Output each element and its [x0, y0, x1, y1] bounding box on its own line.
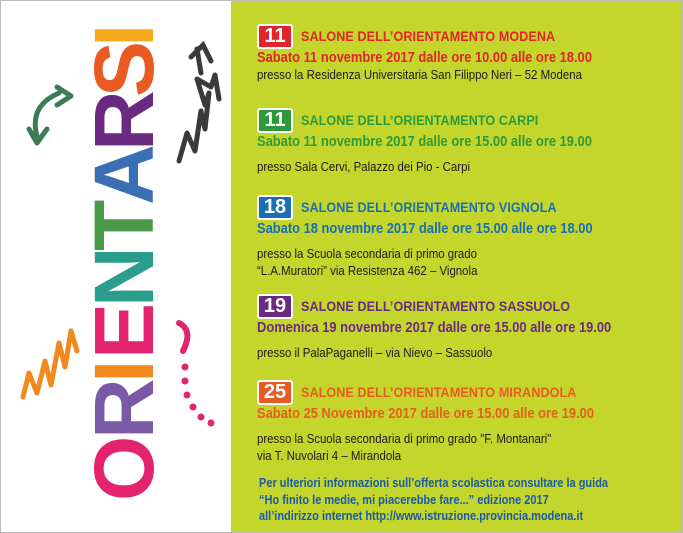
event-location: via T. Nuvolari 4 – Mirandola: [257, 448, 402, 463]
date-badge: 11: [257, 24, 293, 49]
letter-i2: I: [77, 23, 171, 47]
event-title: SALONE DELL’ORIENTAMENTO MIRANDOLA: [301, 384, 577, 400]
info-link-line[interactable]: all’indirizzo internet http://www.istruzione.provincia.modena.it: [259, 509, 584, 523]
info-line: “Ho finito le medie, mi piacerebbe fare...” edizione 2017: [259, 492, 549, 507]
info-block: [259, 475, 608, 525]
event-datetime: Sabato 11 novembre 2017 dalle ore 15.00 alle ore 19.00: [257, 133, 592, 150]
event-datetime: Domenica 19 novembre 2017 dalle ore 15.00 alle ore 19.00: [257, 319, 612, 336]
pink-dot: [190, 404, 197, 411]
event-datetime: Sabato 11 novembre 2017 dalle ore 10.00 alle ore 18.00: [257, 49, 592, 66]
orientarsi-art: [1, 1, 231, 532]
event-location: presso il PalaPaganelli – via Nievo – Sassuolo: [257, 345, 493, 360]
event-mirandola: [257, 379, 649, 464]
letter-t: T: [77, 199, 171, 251]
event-title: SALONE DELL’ORIENTAMENTO VIGNOLA: [301, 199, 557, 215]
event-datetime: Sabato 18 novembre 2017 dalle ore 15.00 alle ore 18.00: [257, 220, 593, 237]
letter-r2: R: [77, 90, 171, 151]
letter-i: I: [77, 359, 171, 383]
pink-dot: [182, 364, 189, 371]
pink-dot: [198, 414, 205, 421]
event-title: SALONE DELL’ORIENTAMENTO MODENA: [301, 28, 556, 44]
event-sassuolo: [257, 293, 669, 361]
pink-dot: [208, 420, 215, 427]
event-datetime: Sabato 25 Novembre 2017 dalle ore 15.00 alle ore 19.00: [257, 405, 595, 422]
pink-hook-doodle: [179, 323, 187, 351]
letter-e: E: [77, 302, 171, 359]
letter-a: A: [77, 144, 171, 205]
event-location: presso Sala Cervi, Palazzo dei Pio - Carpi: [257, 159, 471, 174]
letter-o: O: [77, 435, 171, 501]
zigzag-arrow-doodle: [179, 75, 219, 161]
date-badge: 18: [257, 195, 293, 220]
date-badge: 25: [257, 380, 293, 405]
vertical-title-art: [1, 1, 231, 532]
event-location: presso la Residenza Universitaria San Filippo Neri – 52 Modena: [257, 67, 582, 82]
event-location: presso la Scuola secondaria di primo grado: [257, 246, 478, 261]
orientarsi-word: [77, 24, 171, 501]
event-modena: [257, 23, 646, 83]
event-location: presso la Scuola secondaria di primo grado "F. Montanari": [257, 431, 552, 446]
date-badge: 19: [257, 294, 293, 319]
event-title: SALONE DELL’ORIENTAMENTO CARPI: [301, 112, 539, 128]
event-vignola: [257, 194, 647, 279]
event-location: “L.A.Muratori” via Resistenza 462 – Vignola: [257, 263, 478, 278]
orange-zigzag-doodle: [23, 331, 77, 397]
left-arrow-head-top: [57, 87, 71, 105]
pink-dot: [182, 378, 189, 385]
date-badge: 11: [257, 108, 293, 133]
event-title: SALONE DELL’ORIENTAMENTO SASSUOLO: [301, 298, 571, 314]
info-line: Per ulteriori informazioni sull’offerta scolastica consultare la guida: [259, 476, 609, 490]
left-panel: [1, 1, 231, 532]
zigzag-arrow-tip: [191, 45, 211, 73]
pink-dot: [184, 392, 191, 399]
right-panel: [231, 1, 682, 532]
letter-n: N: [77, 246, 171, 307]
event-carpi: [257, 107, 646, 175]
letter-r: R: [77, 378, 171, 439]
letter-s: S: [77, 40, 171, 97]
